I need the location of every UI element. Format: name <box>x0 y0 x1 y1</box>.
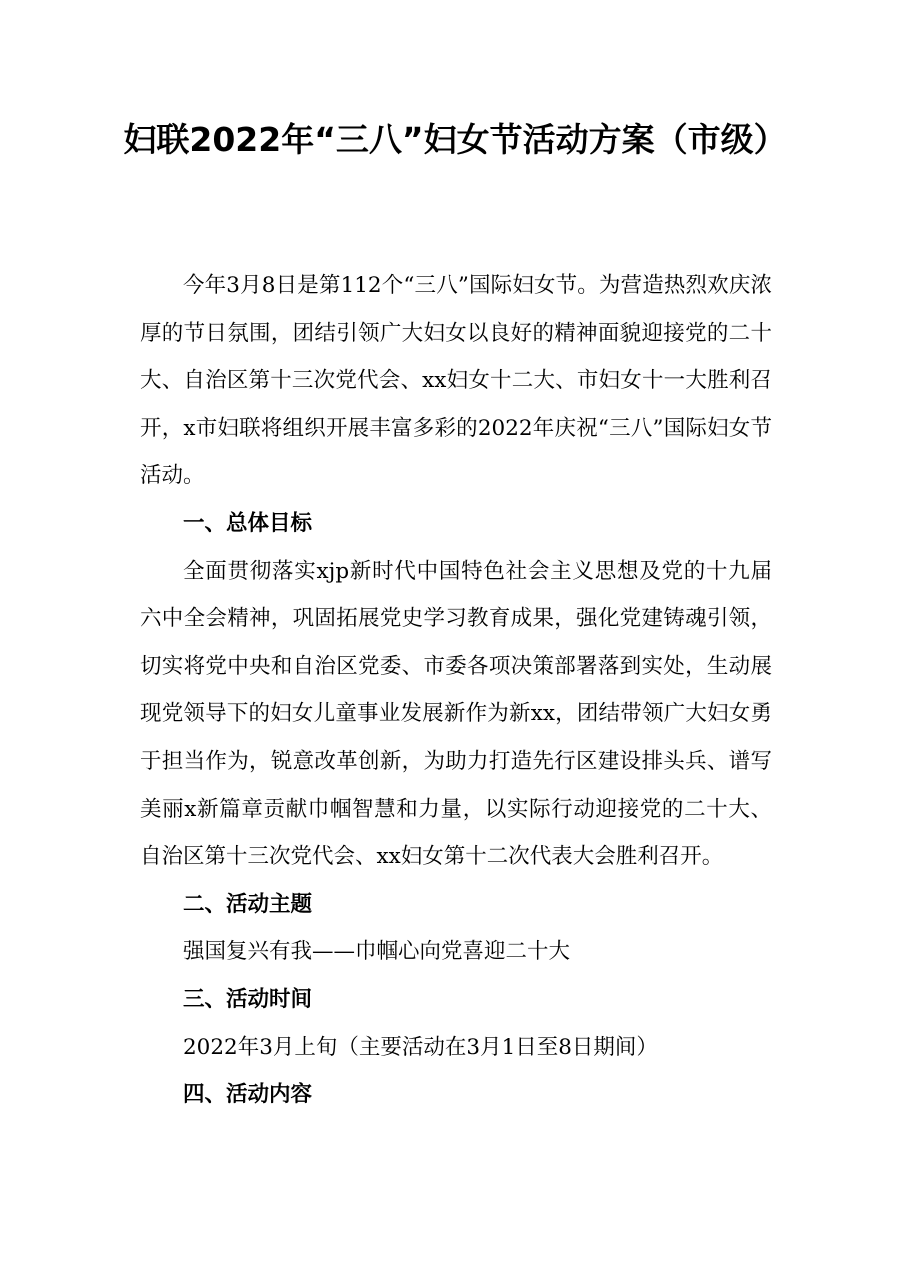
document-title: 妇联2022年“三八”妇女节活动方案（市级） <box>123 120 787 159</box>
section-heading-theme: 二、活动主题 <box>183 891 313 917</box>
section-heading-time: 三、活动时间 <box>183 986 313 1012</box>
section-paragraph-time: 2022年3月上旬（主要活动在3月1日至8日期间） <box>183 1034 658 1060</box>
section-heading-content: 四、活动内容 <box>183 1082 313 1108</box>
section-paragraph-goals: 全面贯彻落实xjp新时代中国特色社会主义思想及党的十九届六中全会精神，巩固拓展党史学习教育成果，强化党建铸魂引领，切实将党中央和自治区党委、市委各项决策部署落到实处，生动展现党领导下的妇女儿童事业发展新作为新xx，团结带领广大妇女勇于担当作为，锐意改革创新，为助力打造先行区建设排头兵、谱写美丽x新篇章贡献巾帼智慧和力量，以实际行动迎接党的二十大、自治区第十三次党代会、xx妇女第十二次代表大会胜利召开。 <box>140 558 772 870</box>
document-body <box>140 262 772 1119</box>
intro-paragraph: 今年3月8日是第112个“三八”国际妇女节。为营造热烈欢庆浓厚的节日氛围，团结引领广大妇女以良好的精神面貌迎接党的二十大、自治区第十三次党代会、xx妇女十二大、市妇女十一大胜利召开，x市妇联将组织开展丰富多彩的2022年庆祝“三八”国际妇女节活动。 <box>140 273 772 489</box>
section-paragraph-theme: 强国复兴有我——巾帼心向党喜迎二十大 <box>183 939 571 965</box>
section-heading-goals: 一、总体目标 <box>183 510 313 536</box>
